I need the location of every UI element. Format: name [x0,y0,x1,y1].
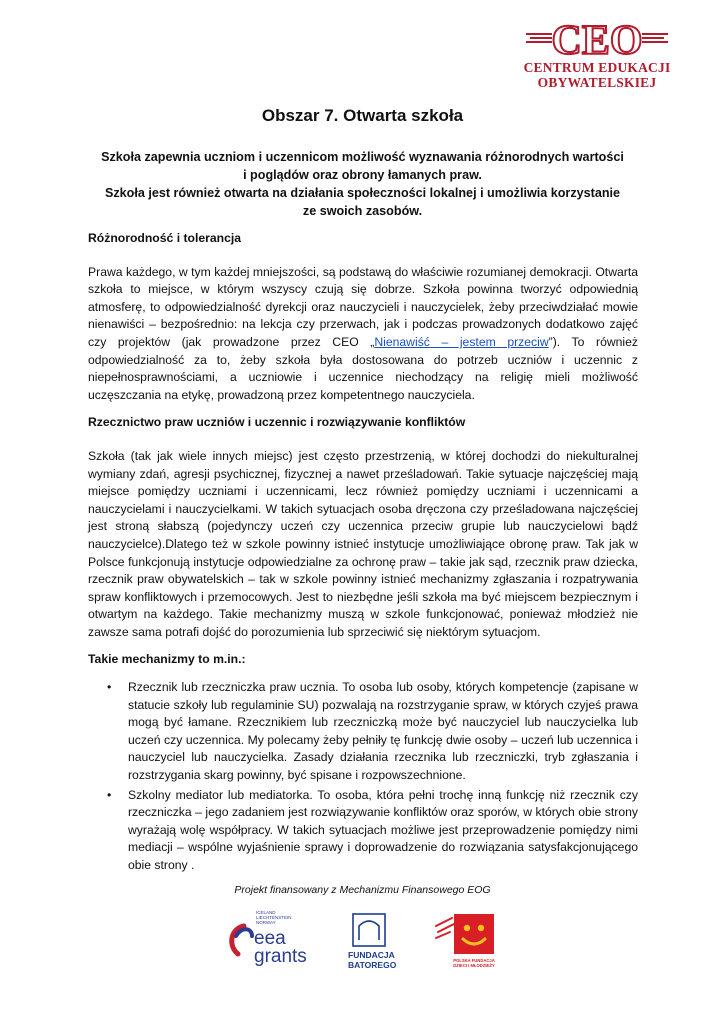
intro-line-3: Szkoła jest również otwarta na działania społeczności lokalnej i umożliwia korzystanie [104,186,621,200]
eea-grants-mark [222,896,314,982]
intro-line-4: ze swoich zasobów. [302,204,423,218]
funding-note: Projekt finansowany z Mechanizmu Finansowego EOG [234,884,491,896]
pfdim-rays-icon [436,918,454,938]
diversity-text-after-link: ”). To również odpowiedzialność za to, żeby szkoła była dostosowana do potrzeb uczniów i uczennic z niepełnosprawnościami, a uczniowie i uczennice niechodzący na religię mieli możliwość uczęszczania na etykę, prowadzoną przez kompetentnego nauczyciela. [88,334,639,402]
sponsor-logos [222,896,504,982]
advocacy-paragraph: Szkoła (tak jak wiele innych miejsc) jest często przestrzenią, w której dochodzi do niekulturalnej wymiany zdań, agresji psychicznej, fizycznej a nawet prześladowań. Takie sytuacje najczęściej mają miejsce pomiędzy uczniami i uczennicami, lecz również pomiędzy uczniami i uczennicami a nauczycielami i nauczycielkami. W takich sytuacjach osoba dręczona czy prześladowana najczęściej jest stroną słabszą (pojedynczy uczeń czy uczennica przeciw grupie lub nauczycielowi bądź nauczycielce).Dlatego też w szkole powinny istnieć instytucje umożliwiające obronę praw. Tak jak w Polsce funkcjonują instytucje odpowiedzialne za ochronę praw – takie jak sąd, rzecznik praw dziecka, rzecznik praw obywatelskich – tak w szkole powinny istnieć mechanizmy zgłaszania i rozpatrywania spraw konfliktowych i przemocowych. Jest to niezbędne jeśli szkoła ma być miejscem bezpiecznym i otwartym na każdego. Takie mechanizmy muszą w szkole funkcjonować, ponieważ młodzież nie zawsze sama potrafi dojść do porozumienia lub sprzeciwić się niektórym sytuacjom. [88,448,638,639]
eea-countries-3: NORWAY [256,920,276,925]
ceo-wordmark [522,16,672,60]
batory-line-1: FUNDACJA [348,950,395,960]
ceo-line2: OBYWATELSKIEJ [537,75,657,90]
list-item [107,679,638,785]
eea-countries-2: LIECHTENSTEIN [256,915,292,920]
section-heading-advocacy: Rzecznictwo praw uczniów i uczennic i rozwiązywanie konfliktów [88,415,466,430]
document-body [88,230,638,877]
grants-word: grants [254,946,307,967]
ceo-wordmark-text: CEO [551,18,643,60]
eea-grants-logo [222,896,314,982]
batory-mark [340,896,402,982]
bullet-marker: • [107,787,112,802]
batory-foundation-logo [340,896,402,982]
bullet-marker: • [107,680,112,695]
section-heading-diversity: Różnorodność i tolerancja [88,231,242,245]
list-item [107,787,638,875]
intro-line-2: i poglądów oraz obrony łamanych praw. [243,168,482,182]
page-title: Obszar 7. Otwarta szkoła [261,106,464,125]
pfdim-mark [432,896,504,982]
list-item-text: Rzecznik lub rzeczniczka praw ucznia. To osoba lub osoby, których kompetencje (zapisane w statucie szkoły lub regulaminie SU) pozwalają na rozstrzyganie spraw, w których czyjeś prawa mogą być łamane. Rzecznikiem lub rzeczniczką może być nauczyciel lub nauczycielka lub uczeń czy uczennica. My polecamy żeby pełniły tę funkcję dwie osoby – uczeń lub uczennica i nauczyciel lub nauczycielka. Zasady działania rzecznika lub rzeczniczki, tryb zgłaszania i rozstrzygania skarg powinny, być spisane i rozpowszechnione. [128,680,638,783]
intro-statement [90,148,635,220]
pfdim-line-2: DZIECI I MŁODZIEŻY [453,963,495,968]
eea-word: eea [254,928,286,949]
batory-line-2: BATOREGO [348,960,397,970]
ceo-line1: CENTRUM EDUKACJI [523,60,671,75]
batory-arch-icon [359,921,379,940]
pfdim-eye-icon [464,925,470,931]
pfdim-box-icon [454,914,494,954]
batory-frame-icon [353,914,385,946]
eea-countries-1: ICELAND [256,910,276,915]
ceo-logo [522,16,672,100]
diversity-paragraph [88,264,638,405]
pfdim-logo [432,896,504,982]
hate-speech-campaign-link[interactable]: Nienawiść – jestem przeciw [374,334,549,349]
list-item-text: Szkolny mediator lub mediatorka. To osoba, która pełni trochę inną funkcję niż rzecznik czy rzeczniczka – jego zadaniem jest rozwiązywanie konfliktów oraz sporów, w których obie strony wyrażają wolę współpracy. W takich sytuacjach możliwe jest przeprowadzenie pomiędzy nimi mediacji – wspólne wyjaśnienie sprawy i doprowadzenie do rozwiązania satysfakcjonującego obie strony . [128,787,638,872]
pfdim-line-1: POLSKA FUNDACJA [453,958,495,963]
pfdim-eye-icon [478,925,484,931]
mechanisms-heading: Takie mechanizmy to m.in.: [88,652,246,667]
eea-swoosh-icon [236,929,252,936]
intro-line-1: Szkoła zapewnia uczniom i uczennicom możliwość wyznawania różnorodnych wartości [101,150,624,164]
diversity-text-before-link: Prawa każdego, w tym każdej mniejszości, są podstawą do właściwie rozumianej demokracji. Otwarta szkoła to miejsce, w którym wszyscy czują się dobrze. Szkoła powinna tworzyć odpowiednią atmosferę, to odpowiedzialność dyrekcji oraz nauczycieli i nauczycielek, żeby przeciwdziałać mowie nienawiści – bezpośrednio: na lekcja czy przerwach, jak i podczas prowadzonych dodatkowo zajęć czy projektów (jak prowadzone przez CEO „ [88,264,638,349]
mechanisms-list [88,679,638,875]
